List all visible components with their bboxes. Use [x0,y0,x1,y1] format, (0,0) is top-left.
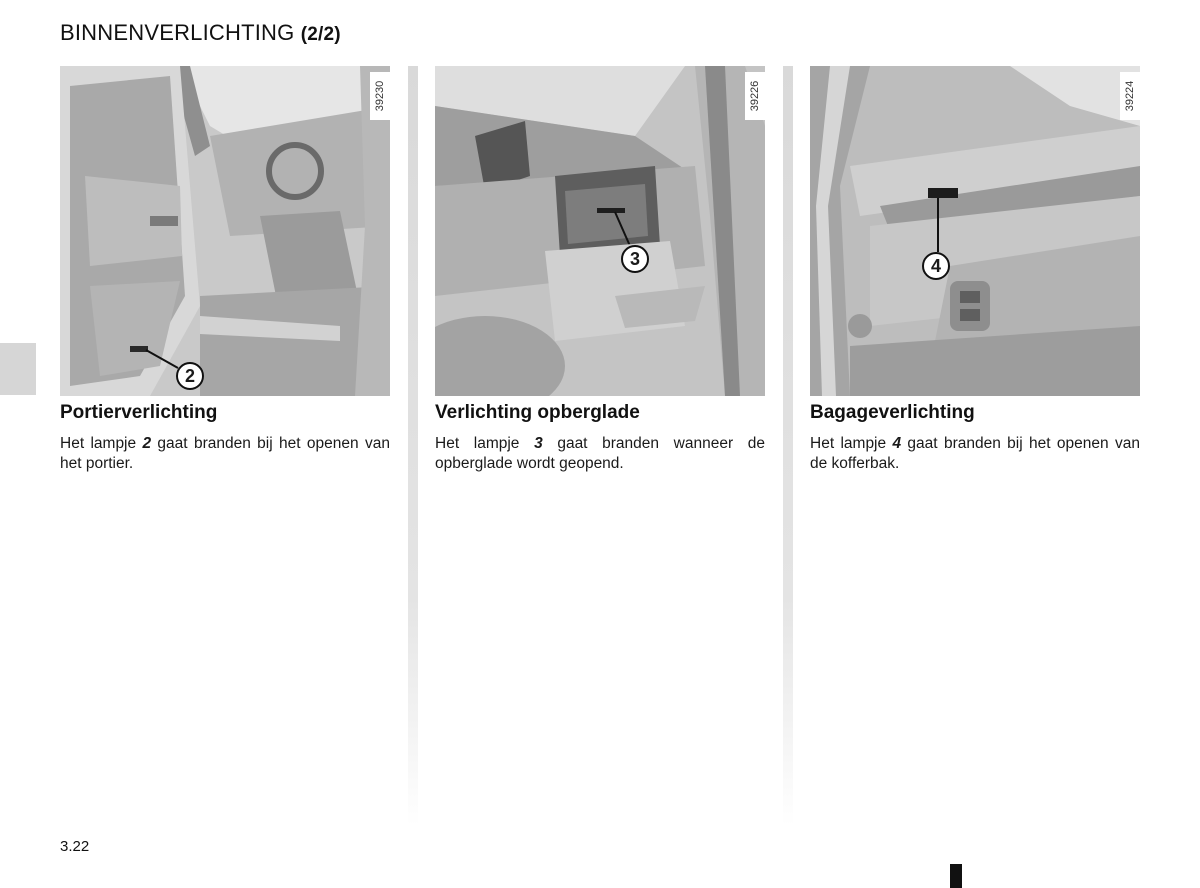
page-number: 3.22 [60,838,90,855]
page-edge-marker [950,864,962,888]
glovebox-light-illustration [435,66,765,396]
section-glovebox-light [435,66,765,474]
body-text-end: gaat branden wanneer de opberglade wordt geopend. [435,435,765,472]
section-boot-light [810,66,1140,474]
column-divider-1 [408,66,418,826]
chapter-tab [0,343,36,395]
body-text-end: gaat branden bij het openen van het portier. [60,435,390,472]
door-light-illustration [60,66,390,396]
section-body [60,434,390,474]
section-heading: Bagageverlichting [810,402,975,423]
open-car-door-image [60,66,390,396]
body-text-start: Het lampje [810,435,893,452]
body-lamp-reference: 3 [534,435,543,452]
figure-code: 39226 [749,80,761,112]
open-glovebox-image [435,66,765,396]
section-body [810,434,1140,474]
page-title-text: BINNENVERLICHTING [60,20,295,45]
callout-marker: 4 [922,252,950,280]
boot-light-illustration [810,66,1140,396]
figure-code-badge [1120,72,1140,120]
callout-marker: 3 [621,245,649,273]
page-title [60,20,341,46]
page-title-suffix: (2/2) [300,24,341,45]
open-boot-image [810,66,1140,396]
column-divider-2 [783,66,793,826]
section-heading: Verlichting opberglade [435,402,640,423]
body-text-start: Het lampje [435,435,535,452]
body-text-start: Het lampje [60,435,143,452]
body-text-end: gaat branden bij het openen van de kofferbak. [810,435,1140,472]
figure-code-badge [745,72,765,120]
section-heading: Portierverlichting [60,402,218,423]
callout-marker: 2 [176,362,204,390]
section-body [435,434,765,474]
section-door-light [60,66,390,474]
figure-code-badge [370,72,390,120]
body-lamp-reference: 4 [892,435,902,452]
figure-code: 39230 [374,80,386,112]
body-lamp-reference: 2 [142,435,152,452]
figure-code: 39224 [1124,80,1136,112]
